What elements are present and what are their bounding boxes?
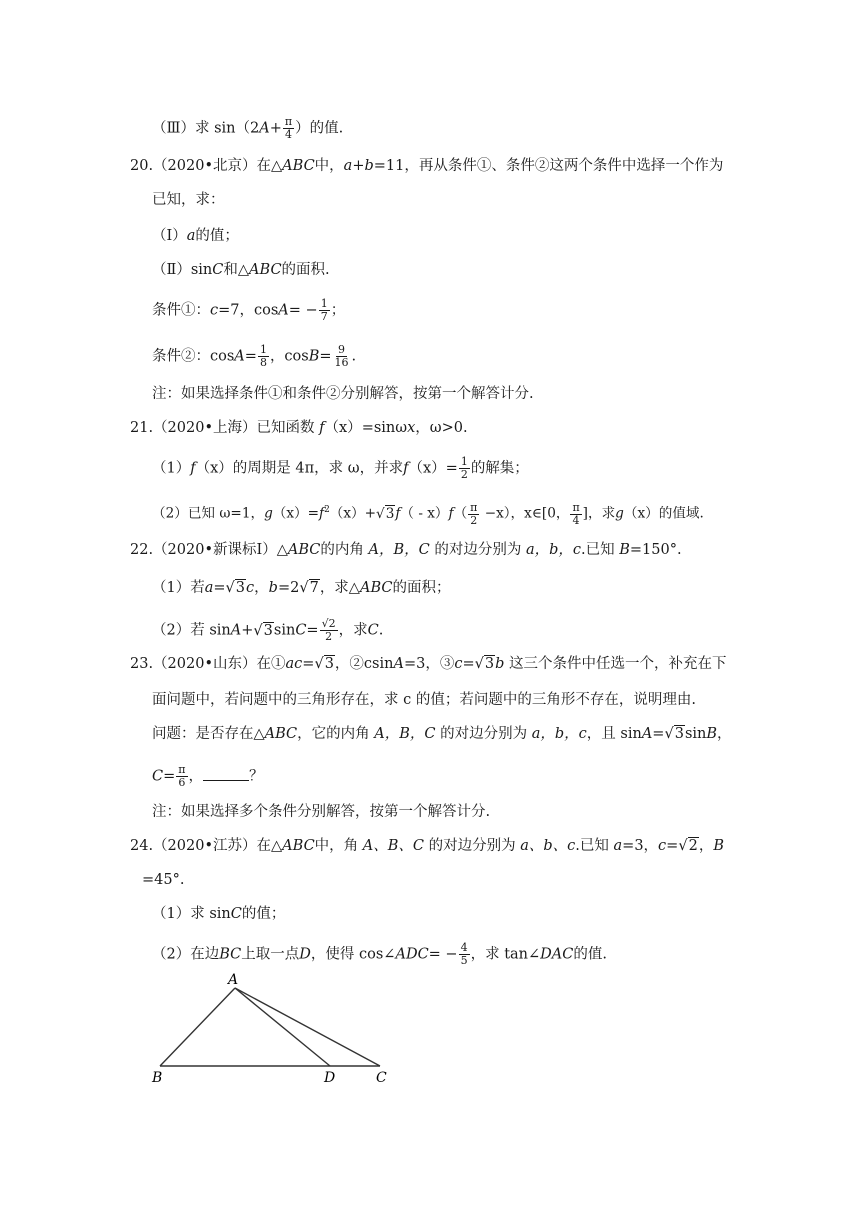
label-D: D	[324, 1070, 336, 1086]
cond2-pre: 条件②：cos	[152, 348, 235, 365]
var-B: B	[308, 348, 320, 365]
q21-x: （x）	[324, 420, 362, 436]
sqrt-2: √2	[678, 838, 698, 854]
var-ABC: ABC	[264, 726, 298, 742]
frac-den: 16	[334, 356, 349, 369]
label-C: C	[376, 1070, 387, 1086]
var-f: f	[448, 505, 454, 522]
frac-num: 1	[320, 297, 328, 310]
var-f: f	[319, 505, 325, 522]
radicand: 3	[235, 580, 246, 596]
var-B: B	[619, 542, 630, 558]
radicand: 3	[263, 622, 273, 639]
q20-note: 注：如果选择条件①和条件②分别解答，按第一个解答计分.	[152, 386, 534, 402]
var-A: A	[393, 656, 404, 672]
frac-den: 2	[470, 513, 478, 527]
q22-head-text: 22.（2020•新课标Ⅰ）△	[130, 542, 288, 558]
frac-num: π	[470, 500, 478, 514]
frac-num: 9	[338, 343, 346, 356]
frac-sqrt2-2	[320, 618, 338, 643]
q21-p2-x2: （x）+	[329, 505, 377, 522]
var-A: A	[278, 302, 289, 319]
frac-9-16	[333, 344, 351, 369]
var-ABC: ABC	[359, 580, 393, 596]
q22-p2-mid: ，求	[338, 622, 368, 639]
var-A: A	[259, 120, 270, 137]
q20-head	[130, 156, 723, 176]
sqrt-3: √3	[664, 726, 684, 742]
q22-part2	[152, 618, 383, 643]
frac-num: 1	[460, 455, 468, 468]
q20-part2	[152, 260, 330, 280]
frac-den: 2	[325, 630, 333, 643]
q21-p1-eq: =	[445, 460, 458, 477]
frac-num: π	[284, 115, 293, 128]
q23-eq3: =	[462, 656, 475, 672]
var-B: B	[713, 838, 724, 854]
q21-p2-x: （x）	[272, 505, 308, 522]
q20-p2-pre: （Ⅱ）sin	[152, 262, 213, 278]
plus: +	[241, 622, 254, 639]
q19-part3-pre: （Ⅲ）求 sin（2	[152, 120, 260, 137]
q20-p1-post: 的值；	[195, 228, 239, 244]
q21-rest: =sinω	[361, 420, 408, 436]
var-a: a	[186, 228, 196, 244]
q24-p2-mid2: ，使得 cos∠	[310, 946, 396, 963]
q23-head-text: 23.（2020•山东）在①	[130, 656, 286, 672]
q23-q-pre: 问题：是否存在△	[152, 726, 265, 742]
var-f: f	[395, 505, 401, 522]
q24-tail: .已知	[575, 838, 609, 854]
q20-part1	[152, 226, 239, 246]
frac-den: 6	[178, 776, 186, 789]
q21-head	[130, 418, 468, 438]
q24-p2-mid: 上取一点	[241, 946, 300, 963]
q24-sep: ，	[698, 838, 714, 854]
var-angles: A，B，C	[368, 542, 430, 558]
frac-1-2	[459, 456, 470, 481]
var-ABC: ABC	[287, 542, 321, 558]
q23-head	[130, 654, 727, 674]
sqrt-3: √3	[253, 622, 273, 639]
radicand: 3	[674, 726, 684, 742]
q24-mid2: 的对边分别为	[428, 838, 516, 854]
var-angles: A，B，C	[374, 726, 436, 742]
cond1-pre: 条件①：	[152, 302, 210, 319]
q22-tail: .已知	[581, 542, 615, 558]
q20-p2-post: 的面积.	[281, 262, 330, 278]
var-D: D	[299, 946, 311, 963]
label-A: A	[228, 972, 239, 988]
var-c: c	[246, 580, 255, 596]
sqrt-3: √3	[225, 580, 246, 596]
q21-p2-eq: =	[307, 505, 320, 522]
q20-p1-pre: （Ⅰ）	[152, 228, 187, 244]
frac-den: 4	[572, 513, 580, 527]
q22-head	[130, 540, 682, 560]
var-a-plus-b: a+b	[343, 158, 374, 174]
q24-head	[130, 836, 724, 856]
frac-1-7	[319, 298, 330, 323]
var-a: a	[204, 580, 214, 596]
q24-p2-post: 的值.	[573, 946, 607, 963]
frac-den: 8	[259, 356, 267, 369]
var-c: c	[454, 656, 463, 672]
q22-val: =150°.	[629, 542, 682, 558]
var-ac: ac	[285, 656, 303, 672]
q23-line4	[152, 764, 264, 789]
q21-p2-xin: x∈[0，	[524, 505, 570, 522]
frac-den: 2	[460, 468, 468, 481]
q21-p2-post: 的值域.	[658, 505, 704, 522]
q22-p1-eq: =	[213, 580, 226, 596]
var-b: b	[495, 656, 505, 672]
q21-p2-mx: （ - x）	[400, 505, 449, 522]
var-ADC: ADC	[395, 946, 429, 963]
q24-mid: 中，角	[314, 838, 359, 854]
q20-line2: 已知，求：	[152, 192, 225, 208]
q24-p2-eq: = −	[428, 946, 458, 963]
plus: +	[269, 120, 282, 137]
frac-num: 4	[460, 941, 468, 954]
var-sides: a，b，c	[525, 542, 582, 558]
cond2-post: .	[351, 348, 357, 365]
q20-cond2	[152, 344, 356, 369]
var-f: f	[190, 460, 196, 477]
q24-p1-pre: （1）求 sin	[152, 906, 231, 922]
q23-l4-post: ？	[249, 768, 264, 785]
segment-AD	[235, 988, 330, 1066]
q21-p2-close: ]，求	[582, 505, 616, 522]
var-C: C	[295, 622, 307, 639]
frac-1-8	[258, 344, 269, 369]
frac-den: 4	[285, 128, 292, 141]
frac-den: 5	[460, 954, 468, 967]
sqrt-3: √3	[314, 656, 334, 672]
sqrt-7: √7	[299, 580, 319, 596]
q21-tail: ，ω>0.	[415, 420, 468, 436]
q20-cond1	[152, 298, 345, 323]
q22-p2-eq: =	[306, 622, 319, 639]
q23-l4-eq: =	[163, 768, 176, 785]
q24-line2: =45°.	[142, 872, 185, 888]
q21-p1-pre: （1）	[152, 460, 191, 477]
q23-c2: ，②csin	[334, 656, 394, 672]
q24-part1	[152, 904, 285, 924]
q21-p1-x2: （x）	[408, 460, 446, 477]
q19-part3	[152, 116, 343, 141]
q22-p1-eq2: =2	[277, 580, 300, 596]
cond2-eq2: =	[319, 348, 332, 365]
q24-p2-mid3: ，求 tan∠	[470, 946, 541, 963]
q24-eq: =3，	[622, 838, 659, 854]
q22-p1-sep: ，	[254, 580, 269, 596]
var-C: C	[230, 906, 242, 922]
var-g: g	[264, 505, 273, 522]
sin: sin	[273, 622, 296, 639]
q24-p1-post: 的值；	[241, 906, 286, 922]
q23-q-mid2: 的对边分别为	[440, 726, 528, 742]
q23-eq2: =3，③	[403, 656, 455, 672]
var-A: A	[234, 348, 245, 365]
var-C: C	[212, 262, 224, 278]
var-g: g	[615, 505, 624, 522]
frac-num: π	[178, 763, 186, 776]
q21-part2	[152, 500, 704, 527]
q24-eq2: =	[666, 838, 679, 854]
q21-p1-mid: 的周期是 4π，求 ω，并求	[232, 460, 404, 477]
sqrt-3: √3	[376, 505, 395, 522]
superscript-2: 2	[324, 505, 330, 515]
sin: sin	[684, 726, 707, 742]
q24-head-text: 24.（2020•江苏）在△	[130, 838, 283, 854]
q22-p1-pre: （1）若	[152, 580, 205, 596]
var-f: f	[319, 420, 325, 436]
var-B: B	[706, 726, 718, 742]
q20-mid: 中，	[314, 158, 344, 174]
frac-num: √2	[321, 617, 336, 630]
var-C: C	[367, 622, 379, 639]
q22-mid: 的内角	[320, 542, 364, 558]
q21-p1-x: （x）	[195, 460, 233, 477]
q23-question	[152, 724, 732, 744]
label-B: B	[152, 1070, 163, 1086]
side-AB	[160, 988, 235, 1066]
radicand: 2	[688, 838, 698, 854]
q23-q-tail: ，且 sin	[586, 726, 642, 742]
var-a: a	[613, 838, 623, 854]
var-C: C	[152, 768, 164, 785]
q23-note: 注：如果选择多个条件分别解答，按第一个解答计分.	[152, 804, 491, 820]
q20-eq: =11，再从条件①、条件②这两个条件中选择一个作为	[373, 158, 724, 174]
q20-head-text: 20.（2020•北京）在△	[130, 158, 283, 174]
q24-p2-pre: （2）在边	[152, 946, 220, 963]
var-A: A	[230, 622, 242, 639]
q21-p1-post: 的解集；	[470, 460, 529, 477]
q22-mid2: 的对边分别为	[434, 542, 522, 558]
q23-tail: 这三个条件中任选一个，补充在下	[509, 656, 727, 672]
frac-num: 1	[259, 343, 267, 356]
q24-part2	[152, 942, 607, 967]
frac-num: π	[572, 500, 580, 514]
cond2-sep: ，cos	[269, 348, 309, 365]
side-AC	[235, 988, 380, 1066]
var-f: f	[403, 460, 409, 477]
var-ABC: ABC	[282, 158, 315, 174]
triangle-figure	[140, 970, 410, 1090]
q22-p2-post: .	[378, 622, 384, 639]
cond2-eq: =	[244, 348, 257, 365]
radicand: 3	[324, 656, 334, 672]
var-x: x	[407, 420, 416, 436]
cond1-eq2: = −	[288, 302, 318, 319]
q21-part1	[152, 456, 529, 481]
q22-p1-post: 的面积；	[392, 580, 451, 596]
q23-q-mid: ，它的内角	[297, 726, 370, 742]
frac-pi-4	[570, 502, 581, 527]
radicand: 3	[484, 656, 495, 672]
q21-p2-paren: （	[453, 505, 468, 522]
frac-pi-2	[468, 502, 479, 527]
q22-p1-mid: ，求△	[319, 580, 360, 596]
var-c: c	[658, 838, 667, 854]
frac-pi-6	[176, 764, 187, 789]
q22-part1	[152, 578, 450, 598]
answer-blank	[203, 766, 249, 781]
var-A: A	[641, 726, 653, 742]
sqrt-3: √3	[474, 656, 495, 672]
q21-p2-x3: （x）	[623, 505, 659, 522]
q22-p2-pre: （2）若 sin	[152, 622, 231, 639]
q23-q-post: ，	[717, 726, 732, 742]
cond1-eq: =7，cos	[218, 302, 279, 319]
q21-p2-pre: （2）已知 ω=1，	[152, 505, 265, 522]
q23-line2: 面问题中，若问题中的三角形存在，求 c 的值；若问题中的三角形不存在，说明理由.	[152, 692, 696, 708]
q21-p2-minus: −x），	[480, 505, 525, 522]
var-sides: a，b，c	[531, 726, 587, 742]
q23-q-eq: =	[652, 726, 665, 742]
var-angles: A、B、C	[362, 838, 425, 854]
var-b: b	[268, 580, 278, 596]
var-ABC: ABC	[249, 262, 282, 278]
var-sides: a、b、c	[520, 838, 576, 854]
frac-den: 7	[320, 310, 328, 323]
var-BC: BC	[219, 946, 242, 963]
cond1-post: ；	[330, 302, 346, 319]
q20-p2-mid: 和△	[223, 262, 250, 278]
var-ABC: ABC	[282, 838, 315, 854]
frac-pi-4	[283, 116, 294, 141]
q19-part3-post: ）的值.	[295, 120, 344, 137]
radicand: 7	[309, 580, 319, 596]
q21-head-text: 21.（2020•上海）已知函数	[130, 420, 315, 436]
frac-4-5	[459, 942, 470, 967]
q23-l4-sep: ，	[188, 768, 203, 785]
var-DAC: DAC	[540, 946, 574, 963]
q23-eq: =	[302, 656, 315, 672]
var-c: c	[210, 302, 219, 319]
radicand: 3	[385, 505, 395, 522]
